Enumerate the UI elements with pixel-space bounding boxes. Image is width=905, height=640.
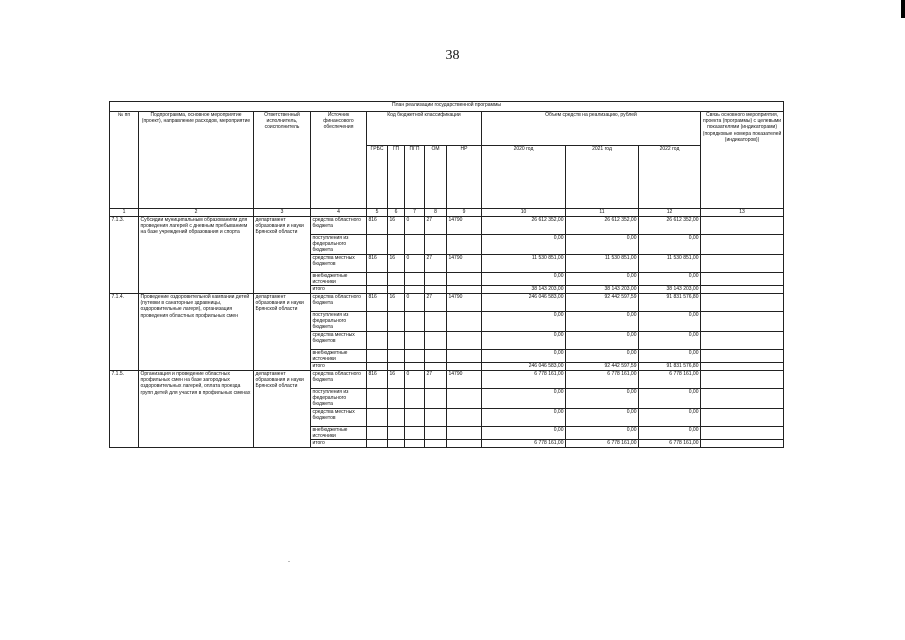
grbs-cell: [367, 426, 388, 439]
source-cell: поступления из федерального бюджета: [311, 235, 367, 255]
grbs-cell: [367, 286, 388, 294]
grbs-cell: [367, 349, 388, 362]
link-cell: [701, 331, 784, 349]
grbs-cell: [367, 331, 388, 349]
om-cell: [425, 331, 447, 349]
amount-2021-cell: 6 778 161,00: [566, 371, 639, 389]
amount-2020-cell: 0,00: [482, 272, 566, 285]
header-executor: Ответственный исполнитель, соисполнитель: [254, 112, 311, 209]
source-cell: внебюджетные источники: [311, 426, 367, 439]
source-cell: средства местных бюджетов: [311, 408, 367, 426]
column-number: 4: [311, 209, 367, 217]
amount-2021-cell: 92 442 597,59: [566, 363, 639, 371]
amount-2020-cell: 0,00: [482, 331, 566, 349]
source-cell: средства местных бюджетов: [311, 254, 367, 272]
amount-2022-cell: 6 778 161,00: [639, 371, 701, 389]
column-number: 5: [367, 209, 388, 217]
gp-cell: [388, 363, 405, 371]
link-cell: [701, 294, 784, 312]
amount-2020-cell: 26 612 352,00: [482, 217, 566, 235]
om-cell: [425, 440, 447, 448]
program-cell: Проведение оздоровительной кампании детей (путевки в санаторные здравницы, оздоровительные лагеря), организация проведения областных профильных смен: [139, 294, 254, 371]
np-cell: [447, 272, 482, 285]
amount-2020-cell: 246 046 583,00: [482, 363, 566, 371]
source-cell: средства областного бюджета: [311, 294, 367, 312]
row-number: 7.1.3.: [110, 217, 139, 294]
om-cell: 27: [425, 254, 447, 272]
np-cell: 14790: [447, 254, 482, 272]
amount-2021-cell: 0,00: [566, 426, 639, 439]
np-cell: [447, 331, 482, 349]
gp-cell: [388, 408, 405, 426]
column-number: 12: [639, 209, 701, 217]
amount-2022-cell: 91 831 576,80: [639, 294, 701, 312]
amount-2021-cell: 0,00: [566, 312, 639, 332]
table-title: План реализации государственной программы: [110, 102, 784, 112]
amount-2021-cell: 0,00: [566, 389, 639, 409]
executor-cell: департамент образования и науки Брянской области: [254, 371, 311, 448]
amount-2022-cell: 0,00: [639, 349, 701, 362]
link-cell: [701, 235, 784, 255]
om-cell: [425, 349, 447, 362]
amount-2020-cell: 6 778 161,00: [482, 440, 566, 448]
amount-2022-cell: 0,00: [639, 312, 701, 332]
pgp-cell: [405, 440, 425, 448]
column-number: 6: [388, 209, 405, 217]
grbs-cell: 816: [367, 217, 388, 235]
amount-2022-cell: 26 612 352,00: [639, 217, 701, 235]
om-cell: [425, 272, 447, 285]
amount-2020-cell: 0,00: [482, 312, 566, 332]
grbs-cell: [367, 235, 388, 255]
np-cell: [447, 440, 482, 448]
column-number: 3: [254, 209, 311, 217]
source-cell: поступления из федерального бюджета: [311, 312, 367, 332]
amount-2020-cell: 11 530 851,00: [482, 254, 566, 272]
gp-cell: [388, 389, 405, 409]
amount-2021-cell: 26 612 352,00: [566, 217, 639, 235]
pgp-cell: 0: [405, 254, 425, 272]
gp-cell: [388, 426, 405, 439]
amount-2022-cell: 0,00: [639, 331, 701, 349]
om-cell: [425, 426, 447, 439]
amount-2020-cell: 246 046 583,00: [482, 294, 566, 312]
executor-cell: департамент образования и науки Брянской области: [254, 294, 311, 371]
link-cell: [701, 349, 784, 362]
np-cell: [447, 408, 482, 426]
gp-cell: [388, 331, 405, 349]
header-link: Связь основного мероприятия, проекта (программы) с целевыми показателями (индикаторами) (порядковые номера показателей (индикаторов)): [701, 112, 784, 209]
header-2020: 2020 год: [482, 146, 566, 209]
link-cell: [701, 440, 784, 448]
link-cell: [701, 363, 784, 371]
column-number: 10: [482, 209, 566, 217]
program-plan-table: [109, 101, 784, 448]
amount-2020-cell: 0,00: [482, 235, 566, 255]
gp-cell: [388, 235, 405, 255]
gp-cell: 16: [388, 371, 405, 389]
gp-cell: 16: [388, 254, 405, 272]
link-cell: [701, 286, 784, 294]
pgp-cell: 0: [405, 217, 425, 235]
gp-cell: 16: [388, 217, 405, 235]
header-np: НР: [447, 146, 482, 209]
amount-2022-cell: 91 831 576,80: [639, 363, 701, 371]
amount-2021-cell: 0,00: [566, 272, 639, 285]
table-row: [110, 294, 784, 312]
om-cell: [425, 286, 447, 294]
om-cell: [425, 363, 447, 371]
header-2022: 2022 год: [639, 146, 701, 209]
amount-2020-cell: 38 143 203,00: [482, 286, 566, 294]
column-number: 9: [447, 209, 482, 217]
column-number: 11: [566, 209, 639, 217]
amount-2022-cell: 0,00: [639, 389, 701, 409]
grbs-cell: 816: [367, 254, 388, 272]
source-cell: внебюджетные источники: [311, 349, 367, 362]
amount-2022-cell: 0,00: [639, 235, 701, 255]
gp-cell: [388, 312, 405, 332]
gp-cell: [388, 286, 405, 294]
program-cell: Организация и проведение областных профильных смен на базе загородных оздоровительных лагерей, оплата проезда групп детей для участия в профильных сменах: [139, 371, 254, 448]
np-cell: [447, 426, 482, 439]
grbs-cell: [367, 312, 388, 332]
amount-2022-cell: 0,00: [639, 426, 701, 439]
gp-cell: [388, 349, 405, 362]
np-cell: 14790: [447, 217, 482, 235]
amount-2021-cell: 0,00: [566, 349, 639, 362]
link-cell: [701, 389, 784, 409]
amount-2020-cell: 6 778 161,00: [482, 371, 566, 389]
om-cell: [425, 312, 447, 332]
grbs-cell: 816: [367, 294, 388, 312]
source-cell: поступления из федерального бюджета: [311, 389, 367, 409]
column-number: 8: [425, 209, 447, 217]
header-pgp: ПГП: [405, 146, 425, 209]
amount-2022-cell: 11 530 851,00: [639, 254, 701, 272]
source-cell: итого: [311, 363, 367, 371]
link-cell: [701, 312, 784, 332]
pgp-cell: [405, 349, 425, 362]
grbs-cell: [367, 389, 388, 409]
amount-2022-cell: 6 778 161,00: [639, 440, 701, 448]
amount-2021-cell: 0,00: [566, 235, 639, 255]
page-number: 38: [445, 48, 460, 63]
header-source: Источник финансового обеспечения: [311, 112, 367, 209]
source-cell: средства областного бюджета: [311, 371, 367, 389]
amount-2022-cell: 38 143 203,00: [639, 286, 701, 294]
grbs-cell: [367, 408, 388, 426]
amount-2021-cell: 6 778 161,00: [566, 440, 639, 448]
link-cell: [701, 408, 784, 426]
np-cell: [447, 286, 482, 294]
np-cell: [447, 349, 482, 362]
amount-2020-cell: 0,00: [482, 426, 566, 439]
link-cell: [701, 217, 784, 235]
om-cell: [425, 235, 447, 255]
source-cell: средства областного бюджета: [311, 217, 367, 235]
np-cell: 14790: [447, 294, 482, 312]
header-2021: 2021 год: [566, 146, 639, 209]
pgp-cell: [405, 312, 425, 332]
source-cell: итого: [311, 440, 367, 448]
amount-2021-cell: 0,00: [566, 408, 639, 426]
pgp-cell: [405, 331, 425, 349]
column-number-row: [110, 209, 784, 217]
link-cell: [701, 254, 784, 272]
link-cell: [701, 371, 784, 389]
column-number: 2: [139, 209, 254, 217]
np-cell: [447, 389, 482, 409]
pgp-cell: [405, 408, 425, 426]
link-cell: [701, 426, 784, 439]
amount-2022-cell: 0,00: [639, 408, 701, 426]
pgp-cell: [405, 235, 425, 255]
np-cell: [447, 312, 482, 332]
pgp-cell: 0: [405, 371, 425, 389]
scan-speck: [288, 561, 290, 562]
source-cell: средства местных бюджетов: [311, 331, 367, 349]
scan-edge-mark: [901, 0, 905, 18]
pgp-cell: [405, 389, 425, 409]
np-cell: 14790: [447, 371, 482, 389]
amount-2021-cell: 0,00: [566, 331, 639, 349]
header-num: № пп: [110, 112, 139, 209]
table-row: [110, 371, 784, 389]
column-number: 13: [701, 209, 784, 217]
header-budget-code: Код бюджетной классификации: [367, 112, 482, 146]
grbs-cell: [367, 440, 388, 448]
grbs-cell: [367, 272, 388, 285]
source-cell: итого: [311, 286, 367, 294]
amount-2021-cell: 11 530 851,00: [566, 254, 639, 272]
om-cell: 27: [425, 217, 447, 235]
header-program: Подпрограмма, основное мероприятие (проект), направление расходов, мероприятие: [139, 112, 254, 209]
amount-2020-cell: 0,00: [482, 349, 566, 362]
row-number: 7.1.5.: [110, 371, 139, 448]
pgp-cell: [405, 286, 425, 294]
om-cell: [425, 408, 447, 426]
header-om: ОМ: [425, 146, 447, 209]
amount-2021-cell: 92 442 597,59: [566, 294, 639, 312]
om-cell: [425, 389, 447, 409]
gp-cell: [388, 440, 405, 448]
pgp-cell: [405, 272, 425, 285]
header-grbs: ГРБС: [367, 146, 388, 209]
grbs-cell: [367, 363, 388, 371]
np-cell: [447, 235, 482, 255]
np-cell: [447, 363, 482, 371]
link-cell: [701, 272, 784, 285]
grbs-cell: 816: [367, 371, 388, 389]
amount-2020-cell: 0,00: [482, 408, 566, 426]
program-cell: Субсидии муниципальным образованиям для проведения лагерей с дневным пребыванием на базе учреждений образования и спорта: [139, 217, 254, 294]
pgp-cell: [405, 363, 425, 371]
amount-2020-cell: 0,00: [482, 389, 566, 409]
om-cell: 27: [425, 294, 447, 312]
table-row: [110, 217, 784, 235]
amount-2021-cell: 38 143 203,00: [566, 286, 639, 294]
gp-cell: 16: [388, 294, 405, 312]
row-number: 7.1.4.: [110, 294, 139, 371]
executor-cell: департамент образования и науки Брянской области: [254, 217, 311, 294]
header-volume: Объем средств на реализацию, рублей: [482, 112, 701, 146]
gp-cell: [388, 272, 405, 285]
column-number: 1: [110, 209, 139, 217]
column-number: 7: [405, 209, 425, 217]
header-gp: ГП: [388, 146, 405, 209]
pgp-cell: 0: [405, 294, 425, 312]
amount-2022-cell: 0,00: [639, 272, 701, 285]
pgp-cell: [405, 426, 425, 439]
source-cell: внебюджетные источники: [311, 272, 367, 285]
om-cell: 27: [425, 371, 447, 389]
